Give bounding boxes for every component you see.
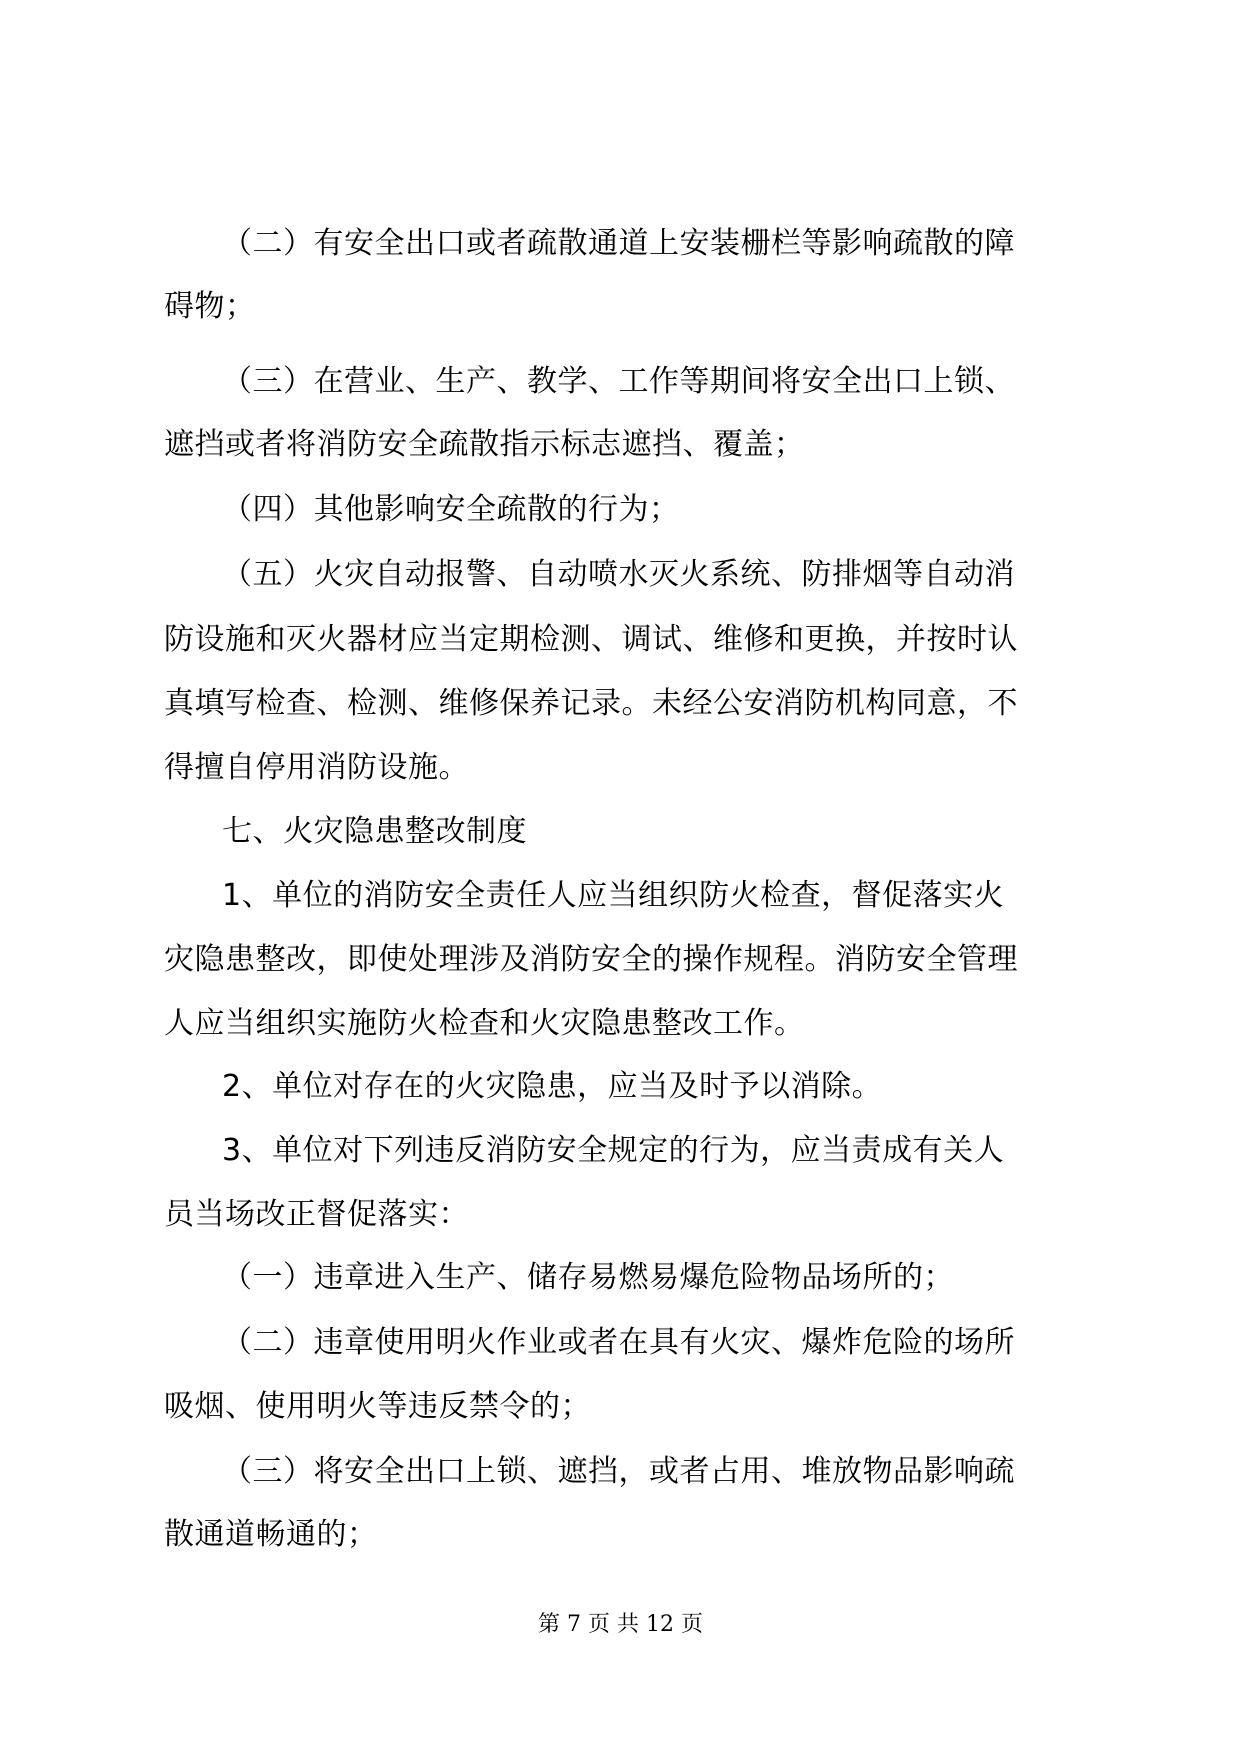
- text-line-14: 2、单位对存在的火灾隐患，应当及时予以消除。: [222, 1069, 883, 1104]
- text-line-7: 防设施和灭火器材应当定期检测、调试、维修和更换，并按时认: [164, 622, 1018, 657]
- text-line-12: 灾隐患整改，即使处理涉及消防安全的操作规程。消防安全管理: [164, 942, 1018, 977]
- text-line-11: 1、单位的消防安全责任人应当组织防火检查，督促落实火: [222, 878, 1005, 913]
- text-line-6: （五）火灾自动报警、自动喷水灭火系统、防排烟等自动消: [222, 557, 1015, 592]
- text-line-13: 人应当组织实施防火检查和火灾隐患整改工作。: [164, 1006, 805, 1041]
- text-line-15: 3、单位对下列违反消防安全规定的行为，应当责成有关人: [222, 1133, 1005, 1168]
- text-line-21: 散通道畅通的；: [164, 1517, 378, 1552]
- text-line-4: 遮挡或者将消防安全疏散指示标志遮挡、覆盖；: [164, 427, 805, 462]
- text-line-8: 真填写检查、检测、维修保养记录。未经公安消防机构同意，不: [164, 686, 1018, 721]
- text-line-20: （三）将安全出口上锁、遮挡，或者占用、堆放物品影响疏: [222, 1454, 1015, 1489]
- text-line-16: 员当场改正督促落实：: [164, 1197, 469, 1232]
- text-line-5: （四）其他影响安全疏散的行为；: [222, 492, 680, 527]
- text-line-2: 碍物；: [164, 289, 256, 324]
- text-line-1: （二）有安全出口或者疏散通道上安装栅栏等影响疏散的障: [222, 226, 1015, 261]
- text-line-17: （一）违章进入生产、储存易燃易爆危险物品场所的；: [222, 1260, 954, 1295]
- text-line-18: （二）违章使用明火作业或者在具有火灾、爆炸危险的场所: [222, 1325, 1015, 1360]
- page-number-footer: 第 7 页 共 12 页: [538, 1612, 703, 1637]
- text-line-3: （三）在营业、生产、教学、工作等期间将安全出口上锁、: [222, 364, 1015, 399]
- section-heading: 七、火灾隐患整改制度: [222, 814, 527, 849]
- text-line-19: 吸烟、使用明火等违反禁令的；: [164, 1389, 591, 1424]
- text-line-9: 得擅自停用消防设施。: [164, 750, 469, 785]
